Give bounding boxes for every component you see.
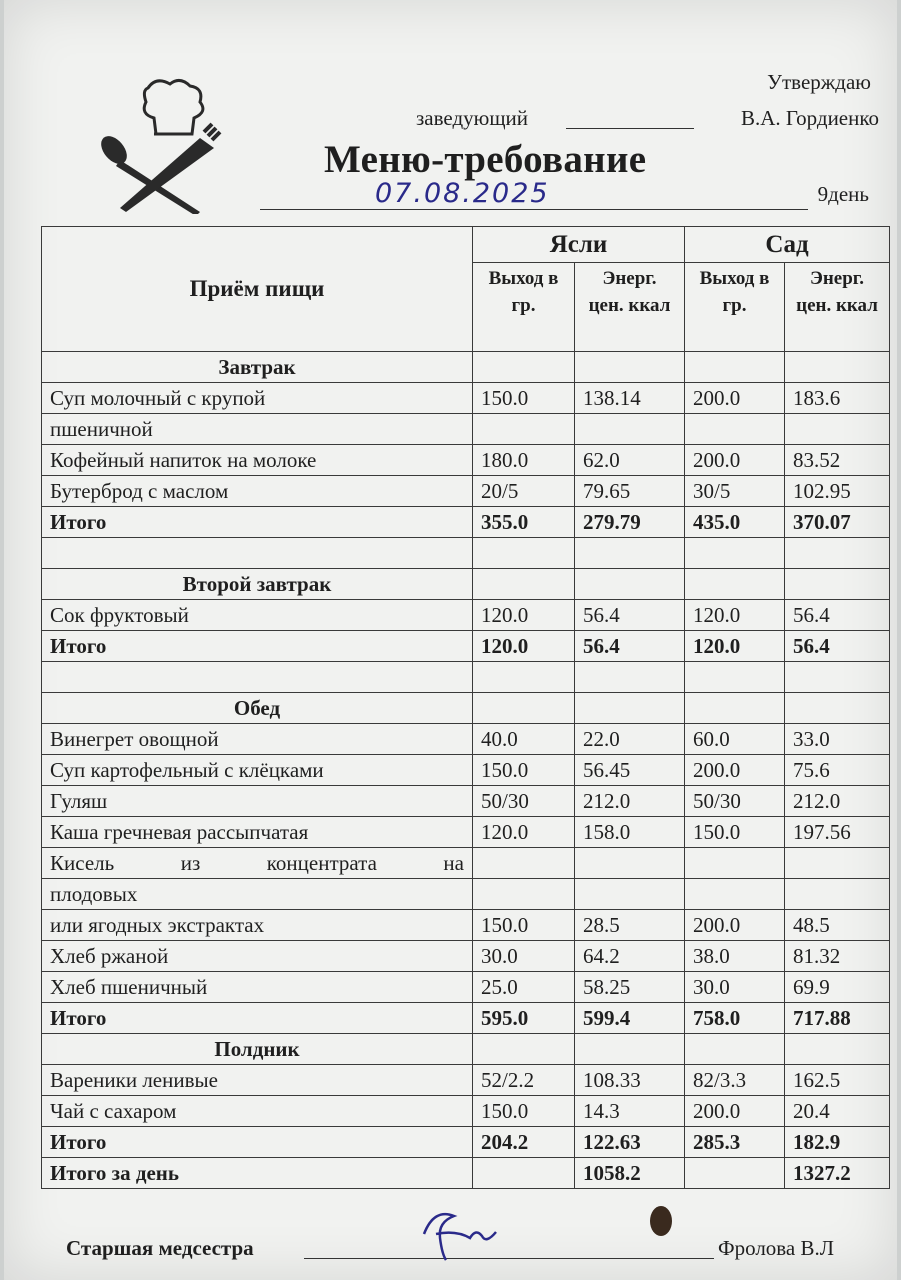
section-lunch: Обед xyxy=(42,693,473,724)
day-total-nursery: 1058.2 xyxy=(575,1158,685,1189)
dish-name: Гуляш xyxy=(42,786,473,817)
cell-value: 435.0 xyxy=(685,507,785,538)
col-garden-yield: Выход в гр. xyxy=(685,263,785,352)
day-total-label: Итого за день xyxy=(42,1158,473,1189)
cell-value: 180.0 xyxy=(473,445,575,476)
cell-value: 204.2 xyxy=(473,1127,575,1158)
cell-value: 64.2 xyxy=(575,941,685,972)
section-row xyxy=(42,693,890,724)
section-second-breakfast: Второй завтрак xyxy=(42,569,473,600)
total-row xyxy=(42,1127,890,1158)
cell-value: 33.0 xyxy=(785,724,890,755)
cell-value: 200.0 xyxy=(685,1096,785,1127)
cell-value: 758.0 xyxy=(685,1003,785,1034)
cell-value: 108.33 xyxy=(575,1065,685,1096)
group-header-nursery: Ясли xyxy=(473,227,685,263)
cell-value: 182.9 xyxy=(785,1127,890,1158)
table-row xyxy=(42,817,890,848)
cell-value: 102.95 xyxy=(785,476,890,507)
cell-value: 52/2.2 xyxy=(473,1065,575,1096)
nurse-signature-underline xyxy=(304,1258,714,1259)
empty-row xyxy=(42,538,890,569)
cell-value: 355.0 xyxy=(473,507,575,538)
dish-name: Суп молочный с крупой xyxy=(42,383,473,414)
dish-name: плодовых xyxy=(42,879,473,910)
cell-value: 717.88 xyxy=(785,1003,890,1034)
menu-sheet xyxy=(4,0,897,1280)
dish-name: Хлеб пшеничный xyxy=(42,972,473,1003)
cell-value: 122.63 xyxy=(575,1127,685,1158)
table-row xyxy=(42,879,890,910)
table-row xyxy=(42,476,890,507)
cell-value: 50/30 xyxy=(685,786,785,817)
dish-name: Чай с сахаром xyxy=(42,1096,473,1127)
cell-value: 30/5 xyxy=(685,476,785,507)
cell-value: 30.0 xyxy=(685,972,785,1003)
cell-value: 75.6 xyxy=(785,755,890,786)
cell-value: 285.3 xyxy=(685,1127,785,1158)
col-garden-energy: Энерг. цен. ккал xyxy=(785,263,890,352)
cell-value: 56.4 xyxy=(785,600,890,631)
empty-row xyxy=(42,662,890,693)
cell-value: 25.0 xyxy=(473,972,575,1003)
cell-value: 120.0 xyxy=(473,600,575,631)
group-header-garden: Сад xyxy=(685,227,890,263)
cell-value: 40.0 xyxy=(473,724,575,755)
cell-value: 81.32 xyxy=(785,941,890,972)
date-underline xyxy=(260,209,808,210)
cell-value: 22.0 xyxy=(575,724,685,755)
dish-name: пшеничной xyxy=(42,414,473,445)
cell-value: 120.0 xyxy=(473,631,575,662)
total-row xyxy=(42,507,890,538)
total-row xyxy=(42,631,890,662)
day-total-garden: 1327.2 xyxy=(785,1158,890,1189)
table-row xyxy=(42,383,890,414)
table-row xyxy=(42,972,890,1003)
col-nursery-yield: Выход в гр. xyxy=(473,263,575,352)
cell-value: 158.0 xyxy=(575,817,685,848)
day-total-row xyxy=(42,1158,890,1189)
cell-value: 200.0 xyxy=(685,445,785,476)
total-row xyxy=(42,1003,890,1034)
cell-value: 599.4 xyxy=(575,1003,685,1034)
total-label: Итого xyxy=(42,1003,473,1034)
total-label: Итого xyxy=(42,631,473,662)
cell-value: 50/30 xyxy=(473,786,575,817)
table-row xyxy=(42,1065,890,1096)
dish-name: Сок фруктовый xyxy=(42,600,473,631)
section-breakfast: Завтрак xyxy=(42,352,473,383)
cell-value: 183.6 xyxy=(785,383,890,414)
table-row xyxy=(42,786,890,817)
total-label: Итого xyxy=(42,1127,473,1158)
section-snack: Полдник xyxy=(42,1034,473,1065)
dish-name: Вареники ленивые xyxy=(42,1065,473,1096)
cell-value: 200.0 xyxy=(685,910,785,941)
dish-name: Винегрет овощной xyxy=(42,724,473,755)
cell-value: 150.0 xyxy=(473,383,575,414)
cell-value: 20/5 xyxy=(473,476,575,507)
director-role: заведующий xyxy=(416,106,528,130)
cell-value: 150.0 xyxy=(473,910,575,941)
dish-name: Хлеб ржаной xyxy=(42,941,473,972)
cell-value: 79.65 xyxy=(575,476,685,507)
day-number: 9день xyxy=(817,182,869,206)
col-nursery-energy: Энерг. цен. ккал xyxy=(575,263,685,352)
table-row xyxy=(42,414,890,445)
table-header-row xyxy=(42,227,890,263)
handwritten-date: 07.08.2025 xyxy=(375,178,550,209)
cell-value: 120.0 xyxy=(685,600,785,631)
section-row xyxy=(42,569,890,600)
signature-line xyxy=(66,1232,866,1266)
cell-value: 162.5 xyxy=(785,1065,890,1096)
handwritten-signature-icon xyxy=(416,1204,506,1264)
punch-hole xyxy=(650,1206,672,1236)
total-label: Итого xyxy=(42,507,473,538)
meal-column-header: Приём пищи xyxy=(42,227,473,352)
date-line xyxy=(260,178,808,214)
cell-value: 20.4 xyxy=(785,1096,890,1127)
page-title: Меню-требование xyxy=(324,138,647,181)
table-row xyxy=(42,600,890,631)
table-row xyxy=(42,755,890,786)
cell-value: 60.0 xyxy=(685,724,785,755)
nurse-label: Старшая медсестра xyxy=(66,1236,254,1260)
dish-name: Бутерброд с маслом xyxy=(42,476,473,507)
dish-name: или ягодных экстрактах xyxy=(42,910,473,941)
cell-value: 62.0 xyxy=(575,445,685,476)
director-name: В.А. Гордиенко xyxy=(740,106,879,130)
cell-value: 120.0 xyxy=(685,631,785,662)
cell-value: 212.0 xyxy=(575,786,685,817)
cell-value: 150.0 xyxy=(685,817,785,848)
director-line xyxy=(404,104,881,134)
cell-value: 150.0 xyxy=(473,755,575,786)
menu-table xyxy=(41,226,890,1189)
cell-value: 56.4 xyxy=(785,631,890,662)
table-row xyxy=(42,910,890,941)
table-row xyxy=(42,445,890,476)
table-row xyxy=(42,848,890,879)
table-row xyxy=(42,1096,890,1127)
cell-value: 28.5 xyxy=(575,910,685,941)
cell-value: 14.3 xyxy=(575,1096,685,1127)
cell-value: 56.4 xyxy=(575,631,685,662)
cell-value: 58.25 xyxy=(575,972,685,1003)
cell-value: 56.45 xyxy=(575,755,685,786)
cell-value: 38.0 xyxy=(685,941,785,972)
cell-value: 200.0 xyxy=(685,383,785,414)
section-row xyxy=(42,1034,890,1065)
cell-value: 56.4 xyxy=(575,600,685,631)
table-row xyxy=(42,941,890,972)
cell-value: 370.07 xyxy=(785,507,890,538)
cell-value: 83.52 xyxy=(785,445,890,476)
cell-value: 82/3.3 xyxy=(685,1065,785,1096)
cell-value: 279.79 xyxy=(575,507,685,538)
cell-value: 197.56 xyxy=(785,817,890,848)
cell-value: 595.0 xyxy=(473,1003,575,1034)
nurse-name: Фролова В.Л xyxy=(718,1236,835,1260)
cell-value: 48.5 xyxy=(785,910,890,941)
approve-label: Утверждаю xyxy=(767,70,871,94)
chef-logo-icon xyxy=(96,74,226,214)
cell-value: 138.14 xyxy=(575,383,685,414)
cell-value: 200.0 xyxy=(685,755,785,786)
director-signature-line xyxy=(566,128,694,129)
cell-value: 212.0 xyxy=(785,786,890,817)
cell-value: 120.0 xyxy=(473,817,575,848)
dish-name: Кофейный напиток на молоке xyxy=(42,445,473,476)
cell-value: 69.9 xyxy=(785,972,890,1003)
dish-name: Каша гречневая рассыпчатая xyxy=(42,817,473,848)
cell-value: 30.0 xyxy=(473,941,575,972)
cell-value: 150.0 xyxy=(473,1096,575,1127)
section-row xyxy=(42,352,890,383)
table-row xyxy=(42,724,890,755)
dish-name: Кисель из концентрата на xyxy=(42,848,473,879)
dish-name: Суп картофельный с клёцками xyxy=(42,755,473,786)
